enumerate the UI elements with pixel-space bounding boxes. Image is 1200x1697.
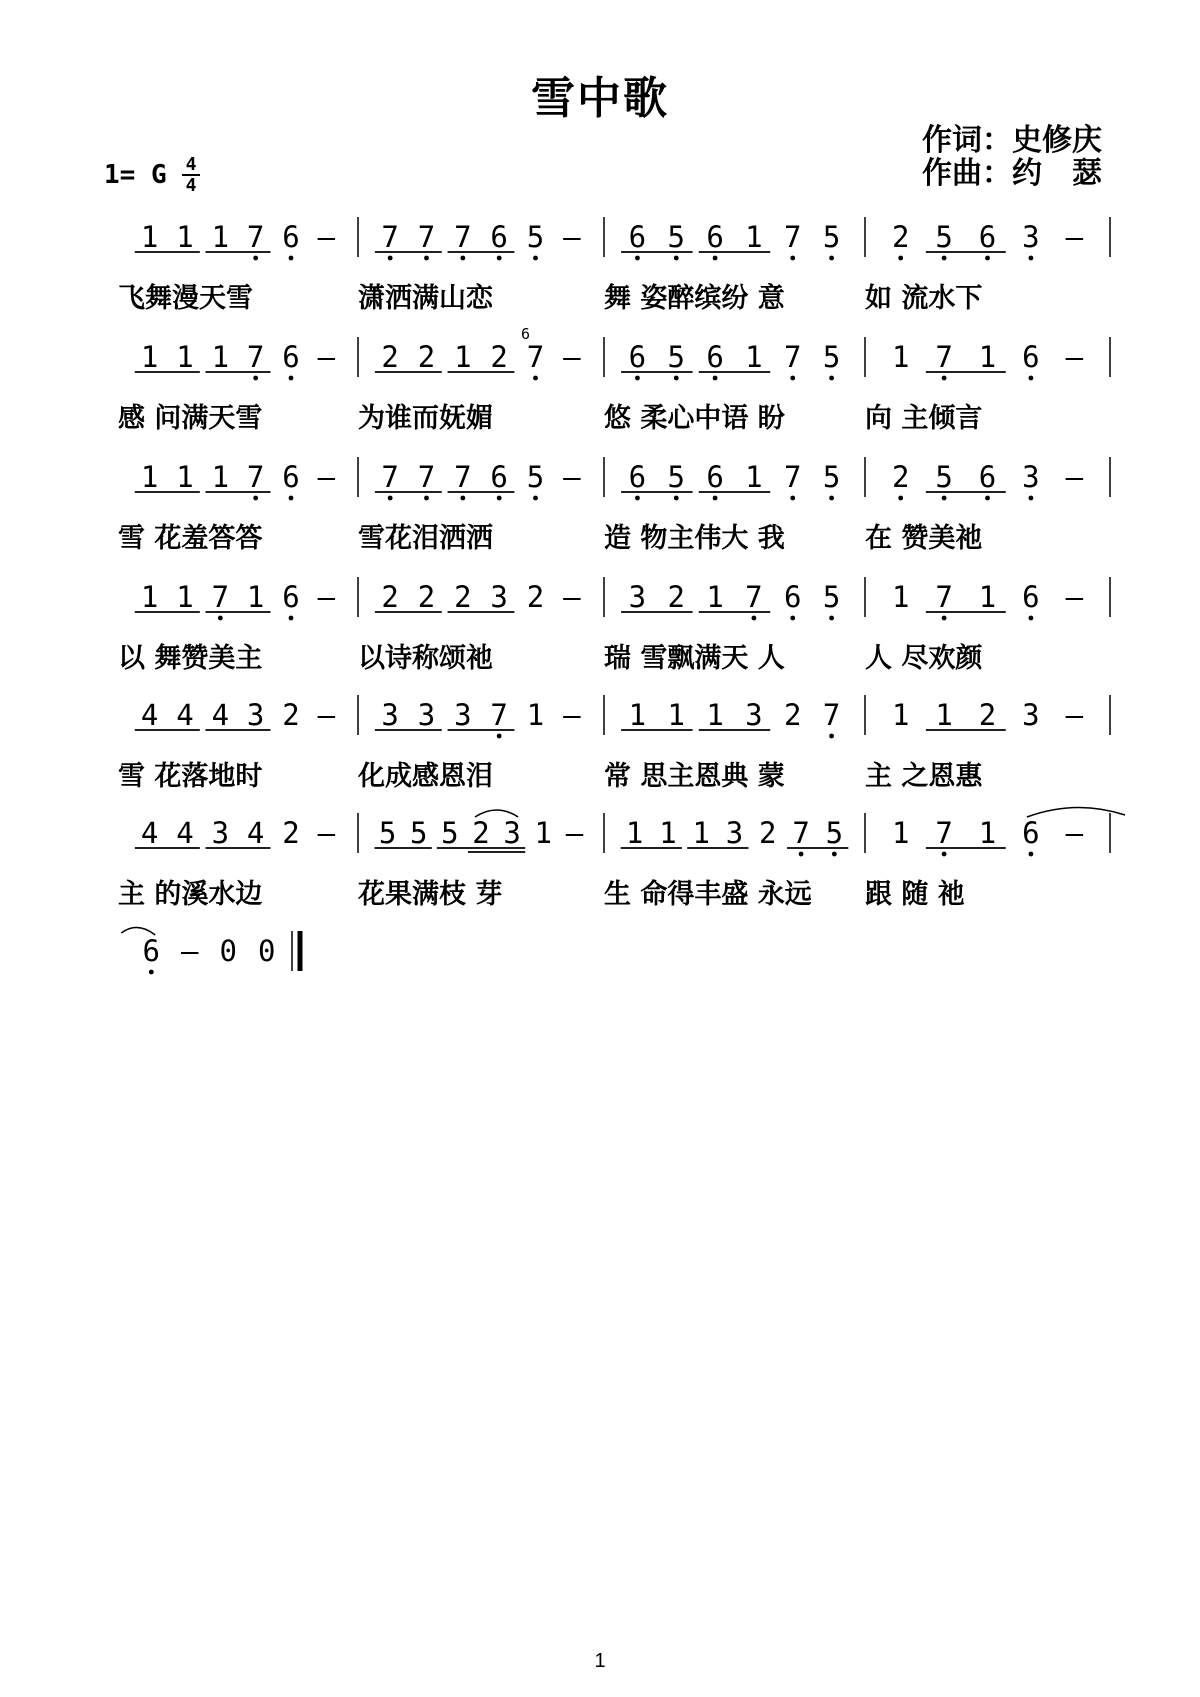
dash-note: – <box>1065 460 1084 494</box>
note: 5 <box>667 220 685 254</box>
note: 2 <box>978 698 997 732</box>
note: 5 <box>526 460 545 494</box>
lyrics-line: 向 主倾言 <box>865 403 983 434</box>
note: 1 <box>140 340 159 374</box>
dash-note: – <box>317 580 336 614</box>
note: 1 <box>745 460 763 494</box>
note: 1 <box>211 460 230 494</box>
lyrics-line: 为谁而妩媚 <box>358 403 493 434</box>
note: 5 <box>935 460 953 494</box>
note: 2 <box>490 340 508 374</box>
note: 2 <box>526 580 545 614</box>
note: 3 <box>725 816 744 850</box>
note: 7 <box>381 220 399 254</box>
note: 2 <box>417 580 436 614</box>
note: 6 <box>628 340 647 374</box>
note: 6 <box>490 460 508 494</box>
lower-octave-dot <box>942 616 947 621</box>
time-signature-bottom: 4 <box>185 175 197 196</box>
note: 1 <box>176 460 194 494</box>
note: 6 <box>490 220 508 254</box>
dash-note: – <box>1065 816 1084 850</box>
lyrics-line: 化成感恩泪 <box>358 761 493 792</box>
dash-note: – <box>1065 698 1084 732</box>
note: 0 <box>219 934 237 968</box>
composer-credit: 作曲：约 瑟 <box>922 156 1102 191</box>
lower-octave-dot <box>674 496 679 501</box>
lyrics-line: 瑞 雪飘满天 人 <box>604 643 785 674</box>
lower-octave-dot <box>985 256 990 261</box>
note: 0 <box>258 934 276 968</box>
lyrics-line: 生 命得丰盛 永远 <box>604 879 812 910</box>
dash-note: – <box>1065 220 1084 254</box>
song-title: 雪中歌 <box>531 73 669 124</box>
lower-octave-dot <box>497 256 502 261</box>
note: 2 <box>891 460 910 494</box>
note: 7 <box>935 816 953 850</box>
note: 3 <box>246 698 265 732</box>
note: 1 <box>211 340 230 374</box>
note: 6 <box>282 580 300 614</box>
note: 1 <box>706 580 724 614</box>
lower-octave-dot <box>985 496 990 501</box>
lower-octave-dot <box>149 970 154 975</box>
note: 1 <box>140 460 159 494</box>
lower-octave-dot <box>713 496 718 501</box>
lyrics-line: 飞舞漫天雪 <box>118 283 253 314</box>
lower-octave-dot <box>635 376 640 381</box>
lyrics-line: 人 尽欢颜 <box>865 643 983 674</box>
lower-octave-dot <box>424 496 429 501</box>
lyrics-line: 雪花泪洒洒 <box>358 523 493 554</box>
note: 6 <box>628 220 647 254</box>
time-signature-top: 4 <box>185 154 197 175</box>
note: 1 <box>706 698 724 732</box>
lower-octave-dot <box>942 376 947 381</box>
lower-octave-dot <box>829 496 834 501</box>
note: 1 <box>534 816 553 850</box>
dash-note: – <box>317 460 336 494</box>
note: 5 <box>825 816 844 850</box>
note: 2 <box>891 220 910 254</box>
note: 5 <box>441 816 459 850</box>
note: 4 <box>246 816 265 850</box>
note: 1 <box>978 580 997 614</box>
note: 6 <box>784 580 802 614</box>
lower-octave-dot <box>497 496 502 501</box>
lower-octave-dot <box>829 616 834 621</box>
note: 7 <box>417 220 436 254</box>
dash-note: – <box>563 460 581 494</box>
note: 5 <box>822 340 841 374</box>
lower-octave-dot <box>388 256 393 261</box>
note: 6 <box>978 460 997 494</box>
lower-octave-dot <box>533 496 538 501</box>
note: 6 <box>282 220 300 254</box>
note: 7 <box>246 340 265 374</box>
lower-octave-dot <box>674 256 679 261</box>
note: 5 <box>667 340 685 374</box>
lower-octave-dot <box>289 376 294 381</box>
note: 3 <box>490 580 508 614</box>
lower-octave-dot <box>1029 496 1034 501</box>
lower-octave-dot <box>898 256 903 261</box>
note: 7 <box>417 460 436 494</box>
dash-note: – <box>317 816 336 850</box>
lower-octave-dot <box>635 496 640 501</box>
dash-note: – <box>181 934 199 968</box>
lyrics-line: 潇洒满山恋 <box>358 283 493 314</box>
lyrics-line: 跟 随 祂 <box>865 879 965 910</box>
dash-note: – <box>563 220 581 254</box>
note: 7 <box>784 220 802 254</box>
note: 4 <box>140 816 159 850</box>
note: 7 <box>784 340 802 374</box>
note: 1 <box>891 698 910 732</box>
note: 1 <box>628 698 647 732</box>
note: 1 <box>211 220 230 254</box>
note: 3 <box>628 580 647 614</box>
lower-octave-dot <box>1029 256 1034 261</box>
lyrics-line: 主 的溪水边 <box>118 879 263 910</box>
lower-octave-dot <box>289 616 294 621</box>
note: 7 <box>211 580 230 614</box>
lyrics-line: 花果满枝 芽 <box>358 879 503 910</box>
lower-octave-dot <box>388 496 393 501</box>
lower-octave-dot <box>829 376 834 381</box>
lower-octave-dot <box>1029 616 1034 621</box>
dash-note: – <box>317 220 336 254</box>
lyrics-line: 以 舞赞美主 <box>118 643 263 674</box>
note: 7 <box>454 460 472 494</box>
note: 5 <box>378 816 397 850</box>
lower-octave-dot <box>790 376 795 381</box>
note: 1 <box>745 340 763 374</box>
note: 7 <box>745 580 763 614</box>
lower-octave-dot <box>713 256 718 261</box>
note: 6 <box>1022 580 1040 614</box>
note: 1 <box>667 698 685 732</box>
note: 5 <box>667 460 685 494</box>
note: 2 <box>759 816 777 850</box>
note: 1 <box>745 220 763 254</box>
note: 1 <box>692 816 710 850</box>
lyrics-line: 在 赞美祂 <box>865 523 983 554</box>
note: 7 <box>526 340 545 374</box>
note: 5 <box>526 220 545 254</box>
note: 1 <box>454 340 472 374</box>
lower-octave-dot <box>832 852 837 857</box>
lower-octave-dot <box>253 376 258 381</box>
note: 7 <box>792 816 810 850</box>
lower-octave-dot <box>460 256 465 261</box>
note: 7 <box>246 220 265 254</box>
note: 3 <box>211 816 230 850</box>
note: 2 <box>282 816 300 850</box>
lower-octave-dot <box>289 256 294 261</box>
note: 4 <box>176 698 194 732</box>
note: 2 <box>381 340 399 374</box>
note: 1 <box>176 580 194 614</box>
note: 5 <box>409 816 428 850</box>
dash-note: – <box>1065 580 1084 614</box>
grace-note: 6 <box>520 325 531 343</box>
lyrics-line: 主 之恩惠 <box>865 761 983 792</box>
note: 6 <box>1022 340 1040 374</box>
page-number: 1 <box>594 1650 606 1672</box>
lyrics-line: 常 思主恩典 蒙 <box>604 761 785 792</box>
note: 5 <box>822 580 841 614</box>
dash-note: – <box>565 816 584 850</box>
note: 7 <box>246 460 265 494</box>
note: 1 <box>625 816 644 850</box>
note: 3 <box>417 698 436 732</box>
lower-octave-dot <box>799 852 804 857</box>
lower-octave-dot <box>829 256 834 261</box>
note: 6 <box>706 460 724 494</box>
note: 1 <box>176 220 194 254</box>
lower-octave-dot <box>289 496 294 501</box>
note: 5 <box>822 220 841 254</box>
lyrics-line: 雪 花羞答答 <box>118 523 263 554</box>
note: 1 <box>526 698 545 732</box>
dash-note: – <box>317 698 336 732</box>
lower-octave-dot <box>942 496 947 501</box>
note: 3 <box>454 698 472 732</box>
lower-octave-dot <box>942 256 947 261</box>
lyrics-line: 以诗称颂祂 <box>358 643 493 674</box>
note: 2 <box>667 580 685 614</box>
note: 1 <box>891 816 910 850</box>
lower-octave-dot <box>790 256 795 261</box>
lower-octave-dot <box>218 616 223 621</box>
note: 1 <box>140 580 159 614</box>
key-signature: 1= G <box>104 160 167 190</box>
lower-octave-dot <box>790 496 795 501</box>
lower-octave-dot <box>533 376 538 381</box>
note: 1 <box>891 580 910 614</box>
note: 6 <box>1022 816 1040 850</box>
note: 7 <box>381 460 399 494</box>
note: 6 <box>706 340 724 374</box>
lower-octave-dot <box>1029 852 1034 857</box>
lower-octave-dot <box>635 256 640 261</box>
note: 1 <box>140 220 159 254</box>
note: 5 <box>935 220 953 254</box>
lyrics-line: 悠 柔心中语 盼 <box>604 403 785 434</box>
lyrics-line: 舞 姿醉缤纷 意 <box>604 283 785 314</box>
dash-note: – <box>563 340 581 374</box>
lower-octave-dot <box>713 376 718 381</box>
note: 3 <box>1022 698 1040 732</box>
note: 4 <box>176 816 194 850</box>
note: 7 <box>935 340 953 374</box>
lower-octave-dot <box>790 616 795 621</box>
dash-note: – <box>563 580 581 614</box>
note: 1 <box>246 580 265 614</box>
note: 7 <box>935 580 953 614</box>
note: 3 <box>1022 220 1040 254</box>
dash-note: – <box>563 698 581 732</box>
dash-note: – <box>317 340 336 374</box>
lower-octave-dot <box>898 496 903 501</box>
note: 6 <box>282 340 300 374</box>
note: 1 <box>935 698 953 732</box>
lower-octave-dot <box>497 734 502 739</box>
note: 2 <box>417 340 436 374</box>
note: 2 <box>282 698 300 732</box>
note: 4 <box>140 698 159 732</box>
note: 3 <box>745 698 763 732</box>
lower-octave-dot <box>253 256 258 261</box>
lower-octave-dot <box>752 616 757 621</box>
note: 7 <box>784 460 802 494</box>
note: 3 <box>1022 460 1040 494</box>
note: 7 <box>822 698 841 732</box>
note: 6 <box>978 220 997 254</box>
lyrics-line: 造 物主伟大 我 <box>604 523 785 554</box>
lower-octave-dot <box>942 852 947 857</box>
lower-octave-dot <box>424 256 429 261</box>
lower-octave-dot <box>460 496 465 501</box>
dash-note: – <box>1065 340 1084 374</box>
note: 2 <box>381 580 399 614</box>
note: 2 <box>472 816 490 850</box>
lyricist-credit: 作词：史修庆 <box>922 123 1102 158</box>
note: 1 <box>978 816 997 850</box>
note: 1 <box>176 340 194 374</box>
note: 6 <box>142 934 160 968</box>
note: 4 <box>211 698 230 732</box>
note: 1 <box>978 340 997 374</box>
lyrics-line: 雪 花落地时 <box>118 761 263 792</box>
note: 1 <box>891 340 910 374</box>
lyrics-line: 如 流水下 <box>865 283 983 314</box>
note: 7 <box>454 220 472 254</box>
note: 6 <box>628 460 647 494</box>
note: 6 <box>282 460 300 494</box>
note: 6 <box>706 220 724 254</box>
note: 2 <box>784 698 802 732</box>
lower-octave-dot <box>1029 376 1034 381</box>
note: 5 <box>822 460 841 494</box>
note: 1 <box>659 816 677 850</box>
lower-octave-dot <box>533 256 538 261</box>
lower-octave-dot <box>674 376 679 381</box>
note: 3 <box>381 698 399 732</box>
note: 2 <box>454 580 472 614</box>
note: 7 <box>490 698 508 732</box>
lower-octave-dot <box>829 734 834 739</box>
lyrics-line: 感 问满天雪 <box>118 403 263 434</box>
lower-octave-dot <box>253 496 258 501</box>
note: 3 <box>503 816 521 850</box>
